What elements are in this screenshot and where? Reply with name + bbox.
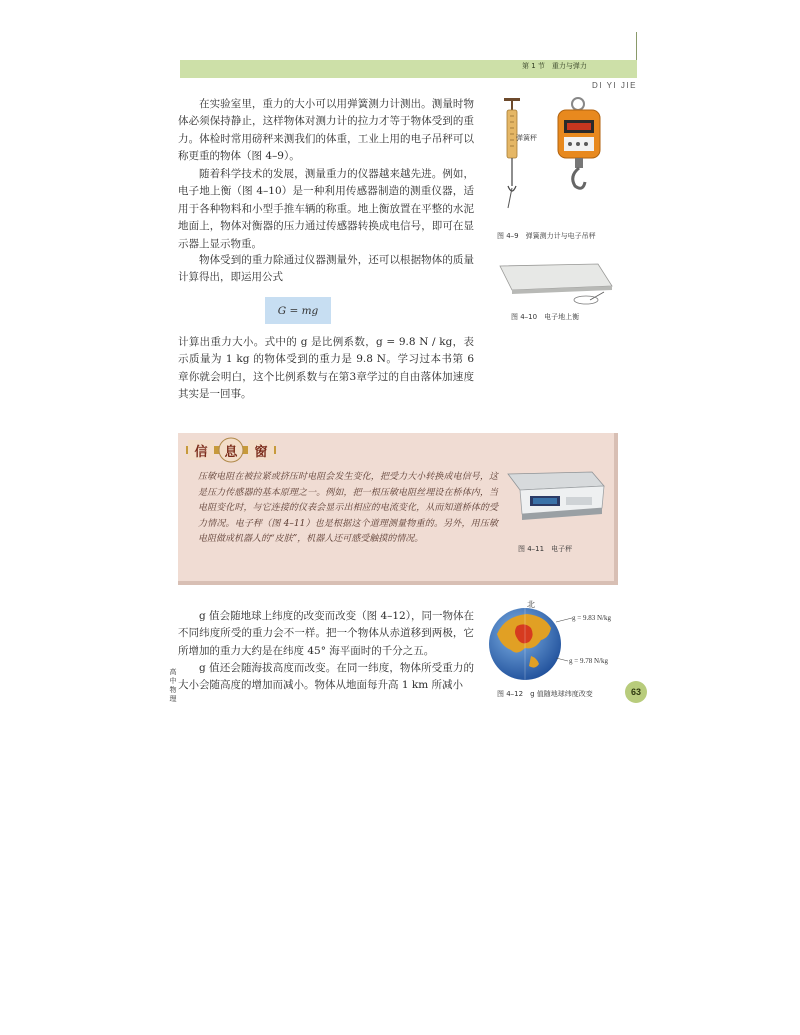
- g-value-equator: g = 9.78 N/kg: [569, 657, 608, 665]
- paragraph-3: 物体受到的重力除通过仪器测量外，还可以根据物体的质量计算得出，即运用公式: [178, 254, 474, 284]
- paragraph-4: 计算出重力大小。式中的 g 是比例系数，g = 9.8 N / kg，表示质量为 1 kg 的物体受到的重力是 9.8 N。学习过本书第 6 章你就会明白，这个比例系数与在第3章学过的自由落体加速度其实是一回事。: [178, 336, 474, 401]
- formula-box: G = mg: [265, 297, 331, 324]
- paragraph-2: 随着科学技术的发展，测量重力的仪器越来越先进。例如，电子地上衡（图 4–10）是一种利用传感器制造的测重仪器，适用于各种物料和小型手推车辆的称重。地上衡放置在平整的水泥地面上，物体对衡器的压力通过传感器转换成电信号，即可在显示器上显示物重。: [178, 168, 474, 250]
- north-label: 北: [527, 600, 535, 609]
- figure-4-11-caption: 图 4–11 电子秤: [518, 545, 573, 553]
- section-pinyin: DI YI JIE: [592, 81, 637, 90]
- info-title-char-2: 息: [224, 445, 238, 460]
- g-value-pole: g = 9.83 N/kg: [572, 614, 611, 622]
- figure-4-10-caption: 图 4–10 电子地上衡: [511, 313, 580, 321]
- spring-scale-label: 弹簧秤: [516, 134, 537, 142]
- info-window-title-banner: [186, 437, 276, 463]
- electronic-scale-image: [500, 470, 608, 530]
- spring-scale-and-crane-scale-image: [492, 96, 618, 224]
- paragraph-6: g 值还会随海拔高度而改变。在同一纬度，物体所受重力的大小会随高度的增加而减小。物体从地面每升高 1 km 所减小: [178, 662, 474, 692]
- figure-4-12-caption: 图 4–12 g 值随地球纬度改变: [497, 690, 593, 698]
- info-title-char-3: 窗: [254, 445, 268, 460]
- paragraph-1: 在实验室里，重力的大小可以用弹簧测力计测出。测量时物体必须保持静止，这样物体对测力计的拉力才等于物体受到的重力。体检时常用磅秤来测我们的体重，工业上用的电子吊秤可以称更重的物体（图 4–9）。: [178, 98, 474, 163]
- side-label: 高中物理: [169, 668, 177, 703]
- floor-scale-image: [494, 262, 618, 306]
- paragraph-5: g 值会随地球上纬度的改变而改变（图 4–12），同一物体在不同纬度所受的重力会不一样。把一个物体从赤道移到两极，它所增加的重力大约是在纬度 45° 海平面时的千分之五。: [178, 610, 474, 657]
- page-number: 63: [625, 681, 647, 703]
- figure-4-9-caption: 图 4–9 弹簧测力计与电子吊秤: [497, 232, 596, 240]
- section-title: 第 1 节 重力与弹力: [522, 62, 587, 70]
- info-window-text: 压敏电阻在被拉紧或挤压时电阻会发生变化，把受力大小转换成电信号，这是压力传感器的基本原理之一。例如，把一根压敏电阻丝埋设在桥体内，当电阻变化时，与它连接的仪表会显示出相应的电流变化，从而知道桥体的受力情况。电子秤（图 4–11）也是根据这个道理测量物重的。另外，用压敏电阻做成机器人的“皮肤”，机器人还可感受触摸的情况。: [198, 472, 498, 544]
- info-title-char-1: 信: [194, 445, 208, 460]
- globe-latitude-image: [487, 606, 567, 684]
